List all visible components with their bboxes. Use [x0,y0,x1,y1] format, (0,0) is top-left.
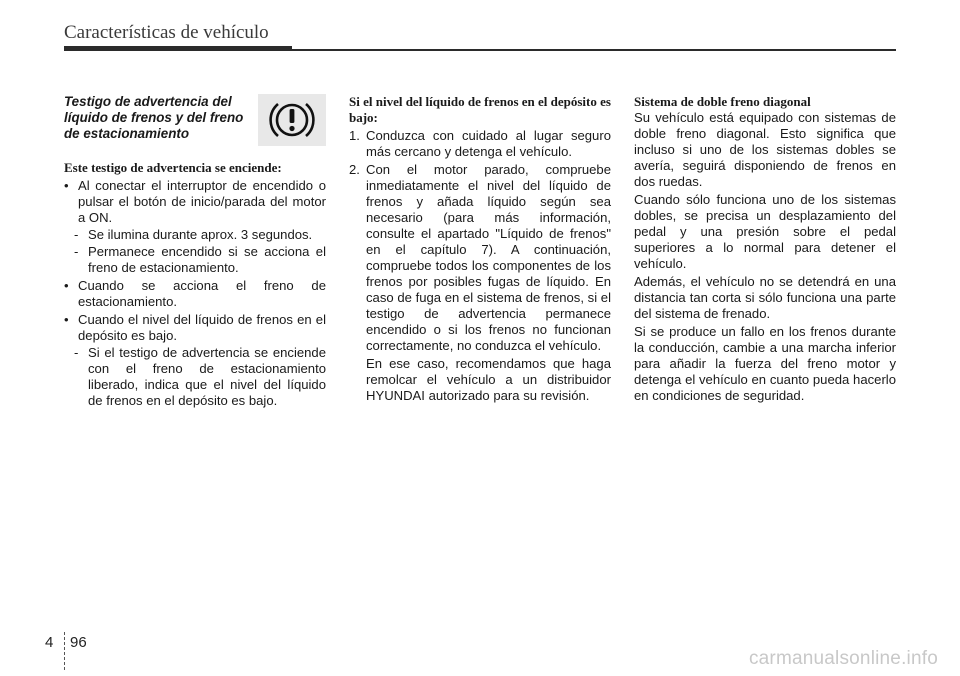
paragraph: Cuando sólo funciona uno de los sistemas dobles, se precisa un desplazamiento del pedal y una presión sobre el pedal superiores a lo normal para detener el vehículo. [634,192,896,271]
watermark: carmanualsonline.info [748,648,938,669]
paragraph: Además, el vehículo no se detendrá en una distancia tan corta si sólo funciona una parte del sistema de frenado. [634,274,896,321]
warning-title: Testigo de advertencia del líquido de frenos y del freno de estacionamiento [64,94,244,141]
column-2 [349,94,611,404]
section-heading: Sistema de doble freno diagonal [634,94,811,109]
header-rule-thin [292,49,896,51]
list-item: • Cuando se acciona el freno de estacionamiento. [64,278,326,309]
column-1 [64,94,326,409]
numbered-item: 1. Conduzca con cuidado al lugar seguro más cercano y detenga el vehículo. [349,128,611,159]
section-number: 4 [45,634,54,651]
paragraph: En ese caso, recomendamos que haga remolcar el vehículo a un distribuidor HYUNDAI autorizado para su revisión. [366,356,611,403]
sub-list-item: - Se ilumina durante aprox. 3 segundos. [74,227,313,242]
column-3 [634,94,896,404]
warning-icon-box [258,94,326,146]
sub-list-item: - Permanece encendido si se acciona el freno de estacionamiento. [74,244,326,275]
page-header-title: Características de vehículo [64,22,269,43]
list-item: • Cuando el nivel del líquido de frenos en el depósito es bajo. [64,312,326,343]
page-number: 96 [70,634,87,651]
numbered-item: 2. Con el motor parado, compruebe inmediatamente el nivel del líquido de frenos y añada líquido según sea necesario (para más información, consulte el apartado "Líquido de frenos" en el capítulo 7). A continuación, compruebe todos los componentes de los frenos por posibles fugas de líquido. En caso de fuga en el sistema de frenos, si el testigo de advertencia permanece encendido o si los frenos no funcionan correctamente, no conduzca el vehículo. [349,162,611,353]
section-heading: Si el nivel del líquido de frenos en el depósito es bajo: [349,94,611,125]
header-rule-thick [64,46,292,51]
list-item: • Al conectar el interruptor de encendido o pulsar el botón de inicio/parada del motor a ON. [64,178,326,225]
footer-divider [64,632,65,670]
exclamation-circle-icon [269,98,315,142]
paragraph: Si se produce un fallo en los frenos durante la conducción, cambie a una marcha inferior para añadir la fuerza del freno motor y detenga el vehículo en cuanto pueda hacerlo en condiciones de seguridad. [634,324,896,403]
section-heading: Este testigo de advertencia se enciende: [64,160,282,175]
paragraph: Su vehículo está equipado con sistemas de doble freno diagonal. Esto significa que incluso si uno de los sistemas dobles se avería, seguirá disponiendo de frenos en dos ruedas. [634,110,896,189]
sub-list-item: - Si el testigo de advertencia se enciende con el freno de estacionamiento liberado, indica que el nivel del líquido de frenos en el depósito es bajo. [74,345,326,408]
